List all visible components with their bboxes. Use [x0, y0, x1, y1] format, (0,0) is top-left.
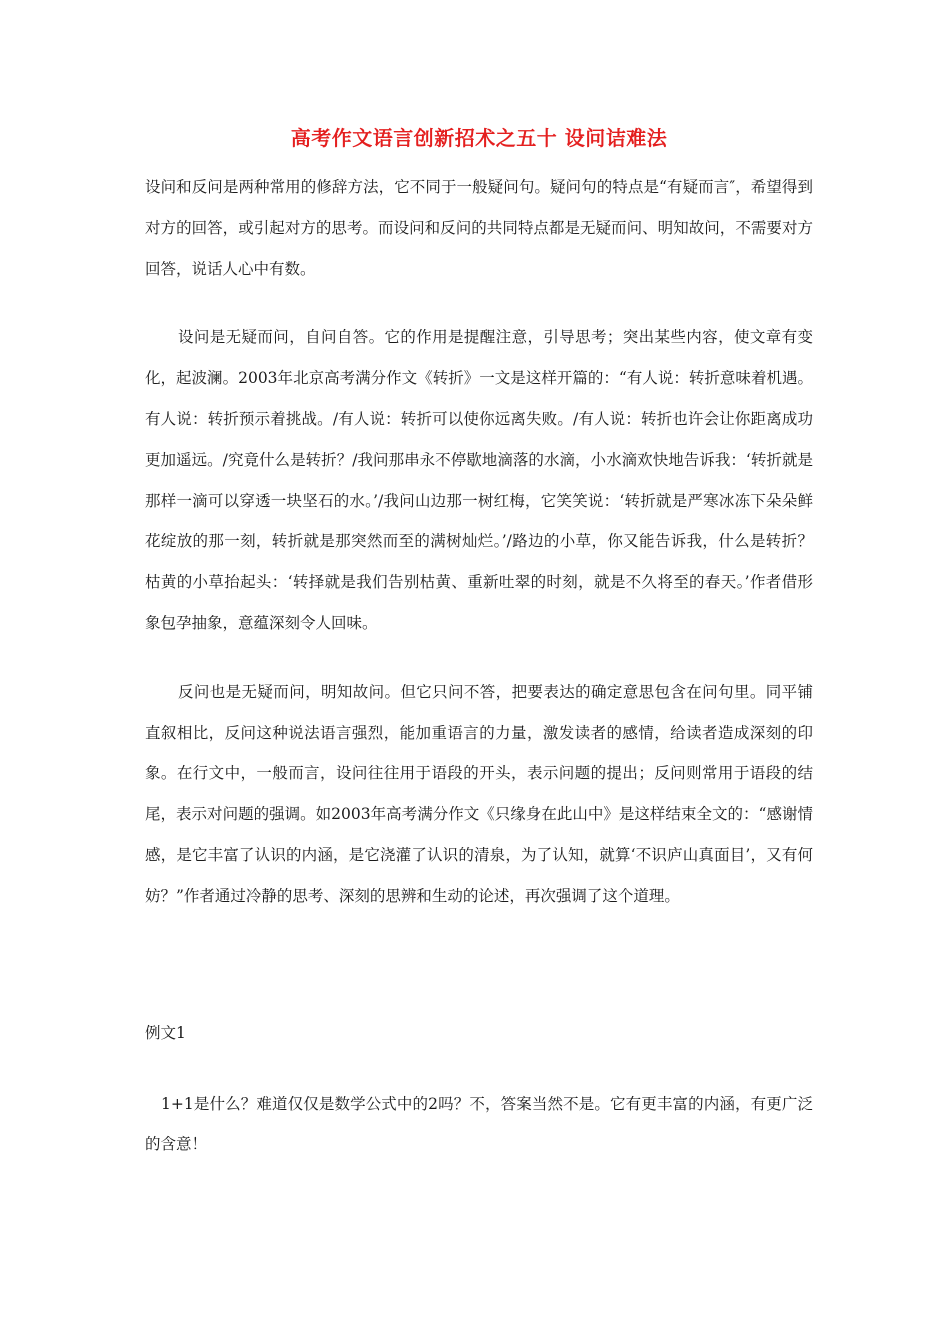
example-label: 例文1 — [145, 1023, 186, 1042]
reverse-question-paragraph: 反问也是无疑而问，明知故问。但它只问不答，把要表达的确定意思包含在问句里。同平铺直叙相比，反问这种说法语言强烈，能加重语言的力量，激发读者的感情，给读者造成深刻的印象。在行文中，一般而言，设问往往用于语段的开头，表示问题的提出；反问则常用于语段的结尾，表示对问题的强调。如2003年高考满分作文《只缘身在此山中》是这样结束全文的：“感谢情感，是它丰富了认识的内涵，是它浇灌了认识的清泉，为了认知，就算‘不识庐山真面目’，又有何妨？”作者通过冷静的思考、深刻的思辨和生动的论述，再次强调了这个道理。 — [145, 682, 813, 905]
intro-paragraph: 设问和反问是两种常用的修辞方法，它不同于一般疑问句。疑问句的特点是“有疑而言″，希望得到对方的回答，或引起对方的思考。而设问和反问的共同特点都是无疑而问、明知故问，不需要对方回答，说话人心中有数。 — [145, 178, 813, 278]
document-page — [145, 118, 813, 1165]
document-title: 高考作文语言创新招术之五十 设问诘难法 — [290, 126, 668, 150]
rhetorical-question-paragraph: 设问是无疑而问，自问自答。它的作用是提醒注意，引导思考；突出某些内容，使文章有变化，起波澜。2003年北京高考满分作文《转折》一文是这样开篇的：“有人说：转折意味着机遇。有人说：转折预示着挑战。/有人说：转折可以使你远离失败。/有人说：转折也许会让你距离成功更加遥远。/究竟什么是转折？/我问那串永不停歇地滴落的水滴，小水滴欢快地告诉我：‘转折就是那样一滴可以穿透一块坚石的水。’/我问山边那一树红梅，它笑笑说：‘转折就是严寒冰冻下朵朵鲜花绽放的那一刻，转折就是那突然而至的满树灿烂。’/路边的小草，你又能告诉我，什么是转折？枯黄的小草抬起头：‘转择就是我们告别枯黄、重新吐翠的时刻，就是不久将至的春天。’作者借形象包孕抽象，意蕴深刻令人回味。 — [145, 328, 813, 632]
example-paragraph: 1+1是什么？难道仅仅是数学公式中的2吗？不，答案当然不是。它有更丰富的内涵，有更广泛的含意！ — [145, 1094, 813, 1154]
